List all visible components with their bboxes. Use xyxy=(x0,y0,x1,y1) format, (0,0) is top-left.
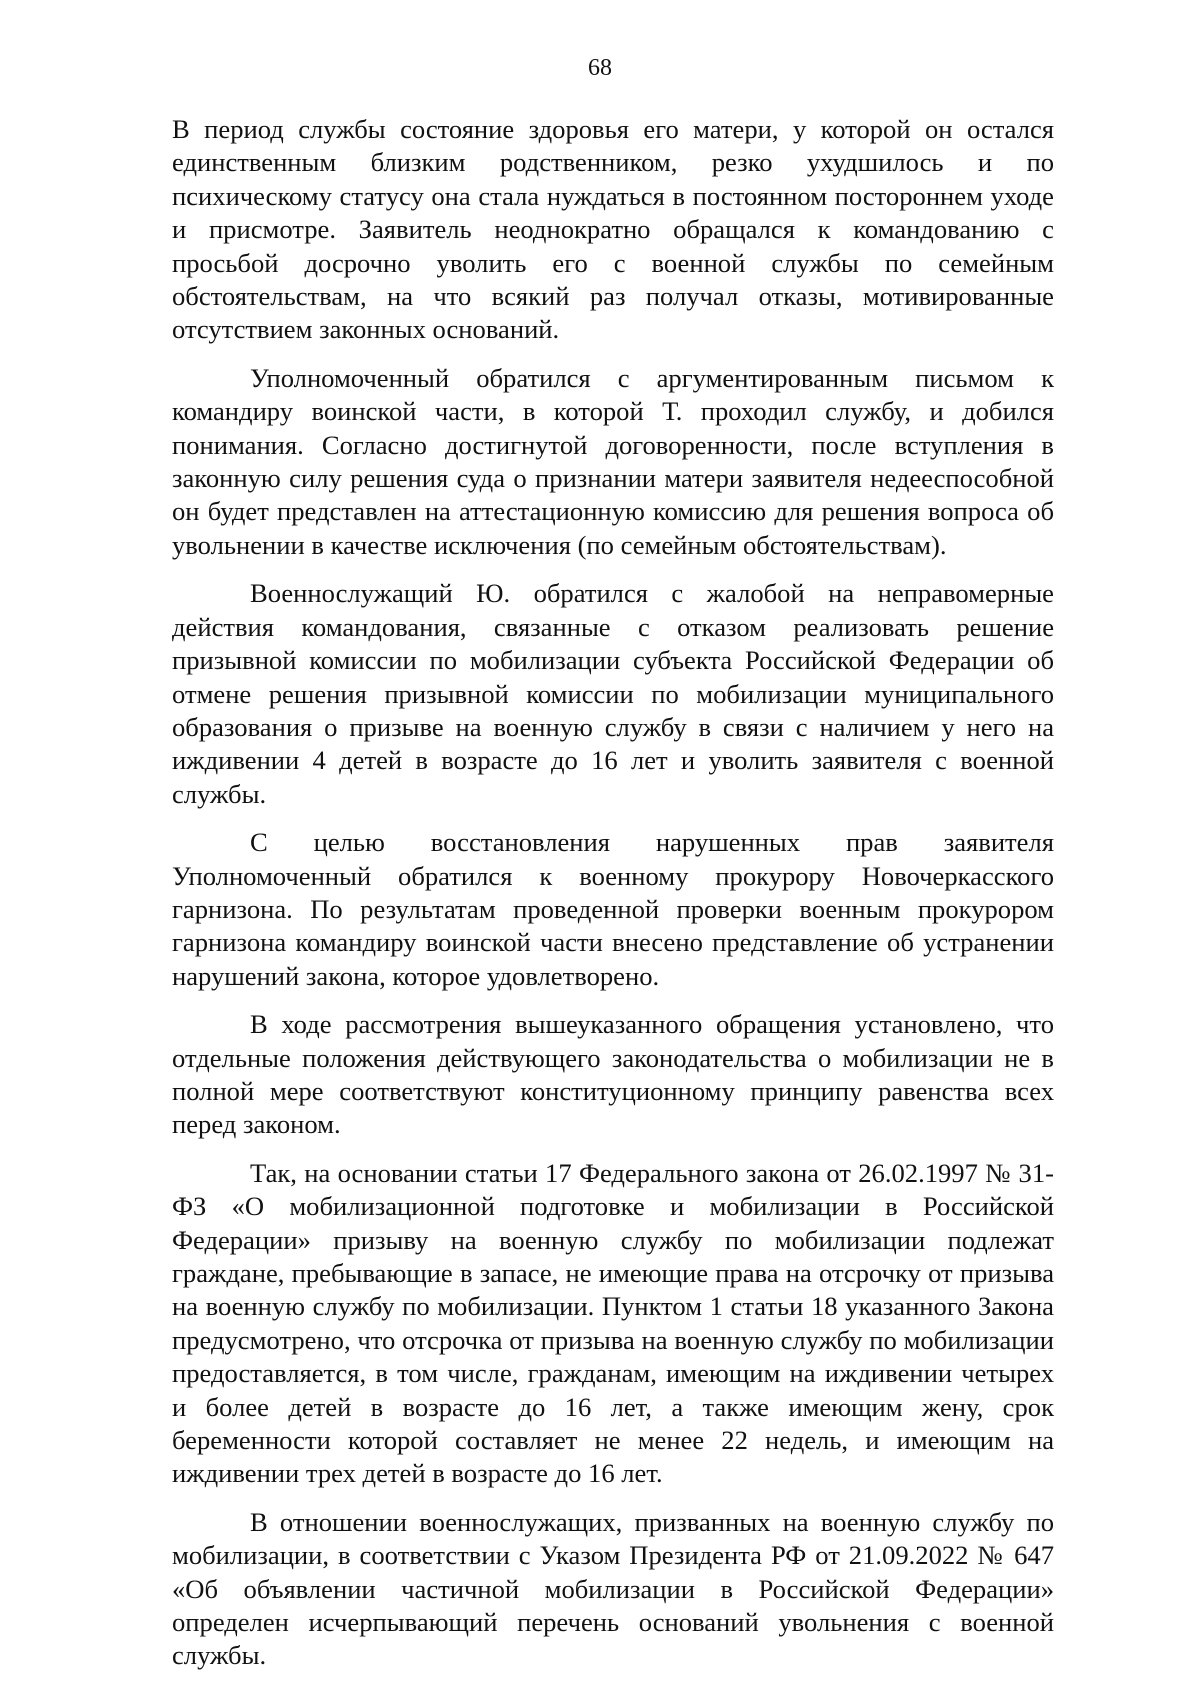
paragraph: В отношении военнослужащих, призванных на военную службу по мобилизации, в соответствии с Указом Президента РФ от 21.09.2022 № 647 «Об объявлении частичной мобилизации в Российской Федерации» определен исчерпывающий перечень оснований увольнения с военной службы. xyxy=(172,1506,1054,1671)
body-text xyxy=(172,113,1054,1673)
paragraph: С целью восстановления нарушенных прав заявителя Уполномоченный обратился к военному прокурору Новочеркасского гарнизона. По результатам проведенной проверки военным прокурором гарнизона командиру воинской части внесено представление об устранении нарушений закона, которое удовлетворено. xyxy=(172,827,1054,991)
paragraph: В период службы состояние здоровья его матери, у которой он остался единственным близким родственником, резко ухудшилось и по психическому статусу она стала нуждаться в постоянном постороннем уходе и присмотре. Заявитель неоднократно обращался к командованию с просьбой досрочно уволить его с военной службы по семейным обстоятельствам, на что всякий раз получал отказы, мотивированные отсутствием законных оснований. xyxy=(172,114,1054,345)
paragraph: Военнослужащий Ю. обратился с жалобой на неправомерные действия командования, связанные с отказом реализовать решение призывной комиссии по мобилизации субъекта Российской Федерации об отмене решения призывной комиссии по мобилизации муниципального образования о призыве на военную службу в связи с наличием у него на иждивении 4 детей в возрасте до 16 лет и уволить заявителя с военной службы. xyxy=(172,578,1054,809)
paragraph: В ходе рассмотрения вышеуказанного обращения установлено, что отдельные положения действующего законодательства о мобилизации не в полной мере соответствуют конституционному принципу равенства всех перед законом. xyxy=(172,1009,1054,1140)
paragraph: Так, на основании статьи 17 Федерального закона от 26.02.1997 № 31-ФЗ «О мобилизационной подготовке и мобилизации в Российской Федерации» призыву на военную службу по мобилизации подлежат граждане, пребывающие в запасе, не имеющие права на отсрочку от призыва на военную службу по мобилизации. Пунктом 1 статьи 18 указанного Закона предусмотрено, что отсрочка от призыва на военную службу по мобилизации предоставляется, в том числе, гражданам, имеющим на иждивении четырех и более детей в возрасте до 16 лет, а также имеющим жену, срок беременности которой составляет не менее 22 недель, и имеющим на иждивении трех детей в возрасте до 16 лет. xyxy=(172,1157,1054,1489)
page-number: 68 xyxy=(588,55,612,81)
paragraph: Уполномоченный обратился с аргументированным письмом к командиру воинской части, в которой Т. проходил службу, и добился понимания. Согласно достигнутой договоренности, после вступления в законную силу решения суда о признании матери заявителя недееспособной он будет представлен на аттестационную комиссию для решения вопроса об увольнении в качестве исключения (по семейным обстоятельствам). xyxy=(172,362,1054,560)
